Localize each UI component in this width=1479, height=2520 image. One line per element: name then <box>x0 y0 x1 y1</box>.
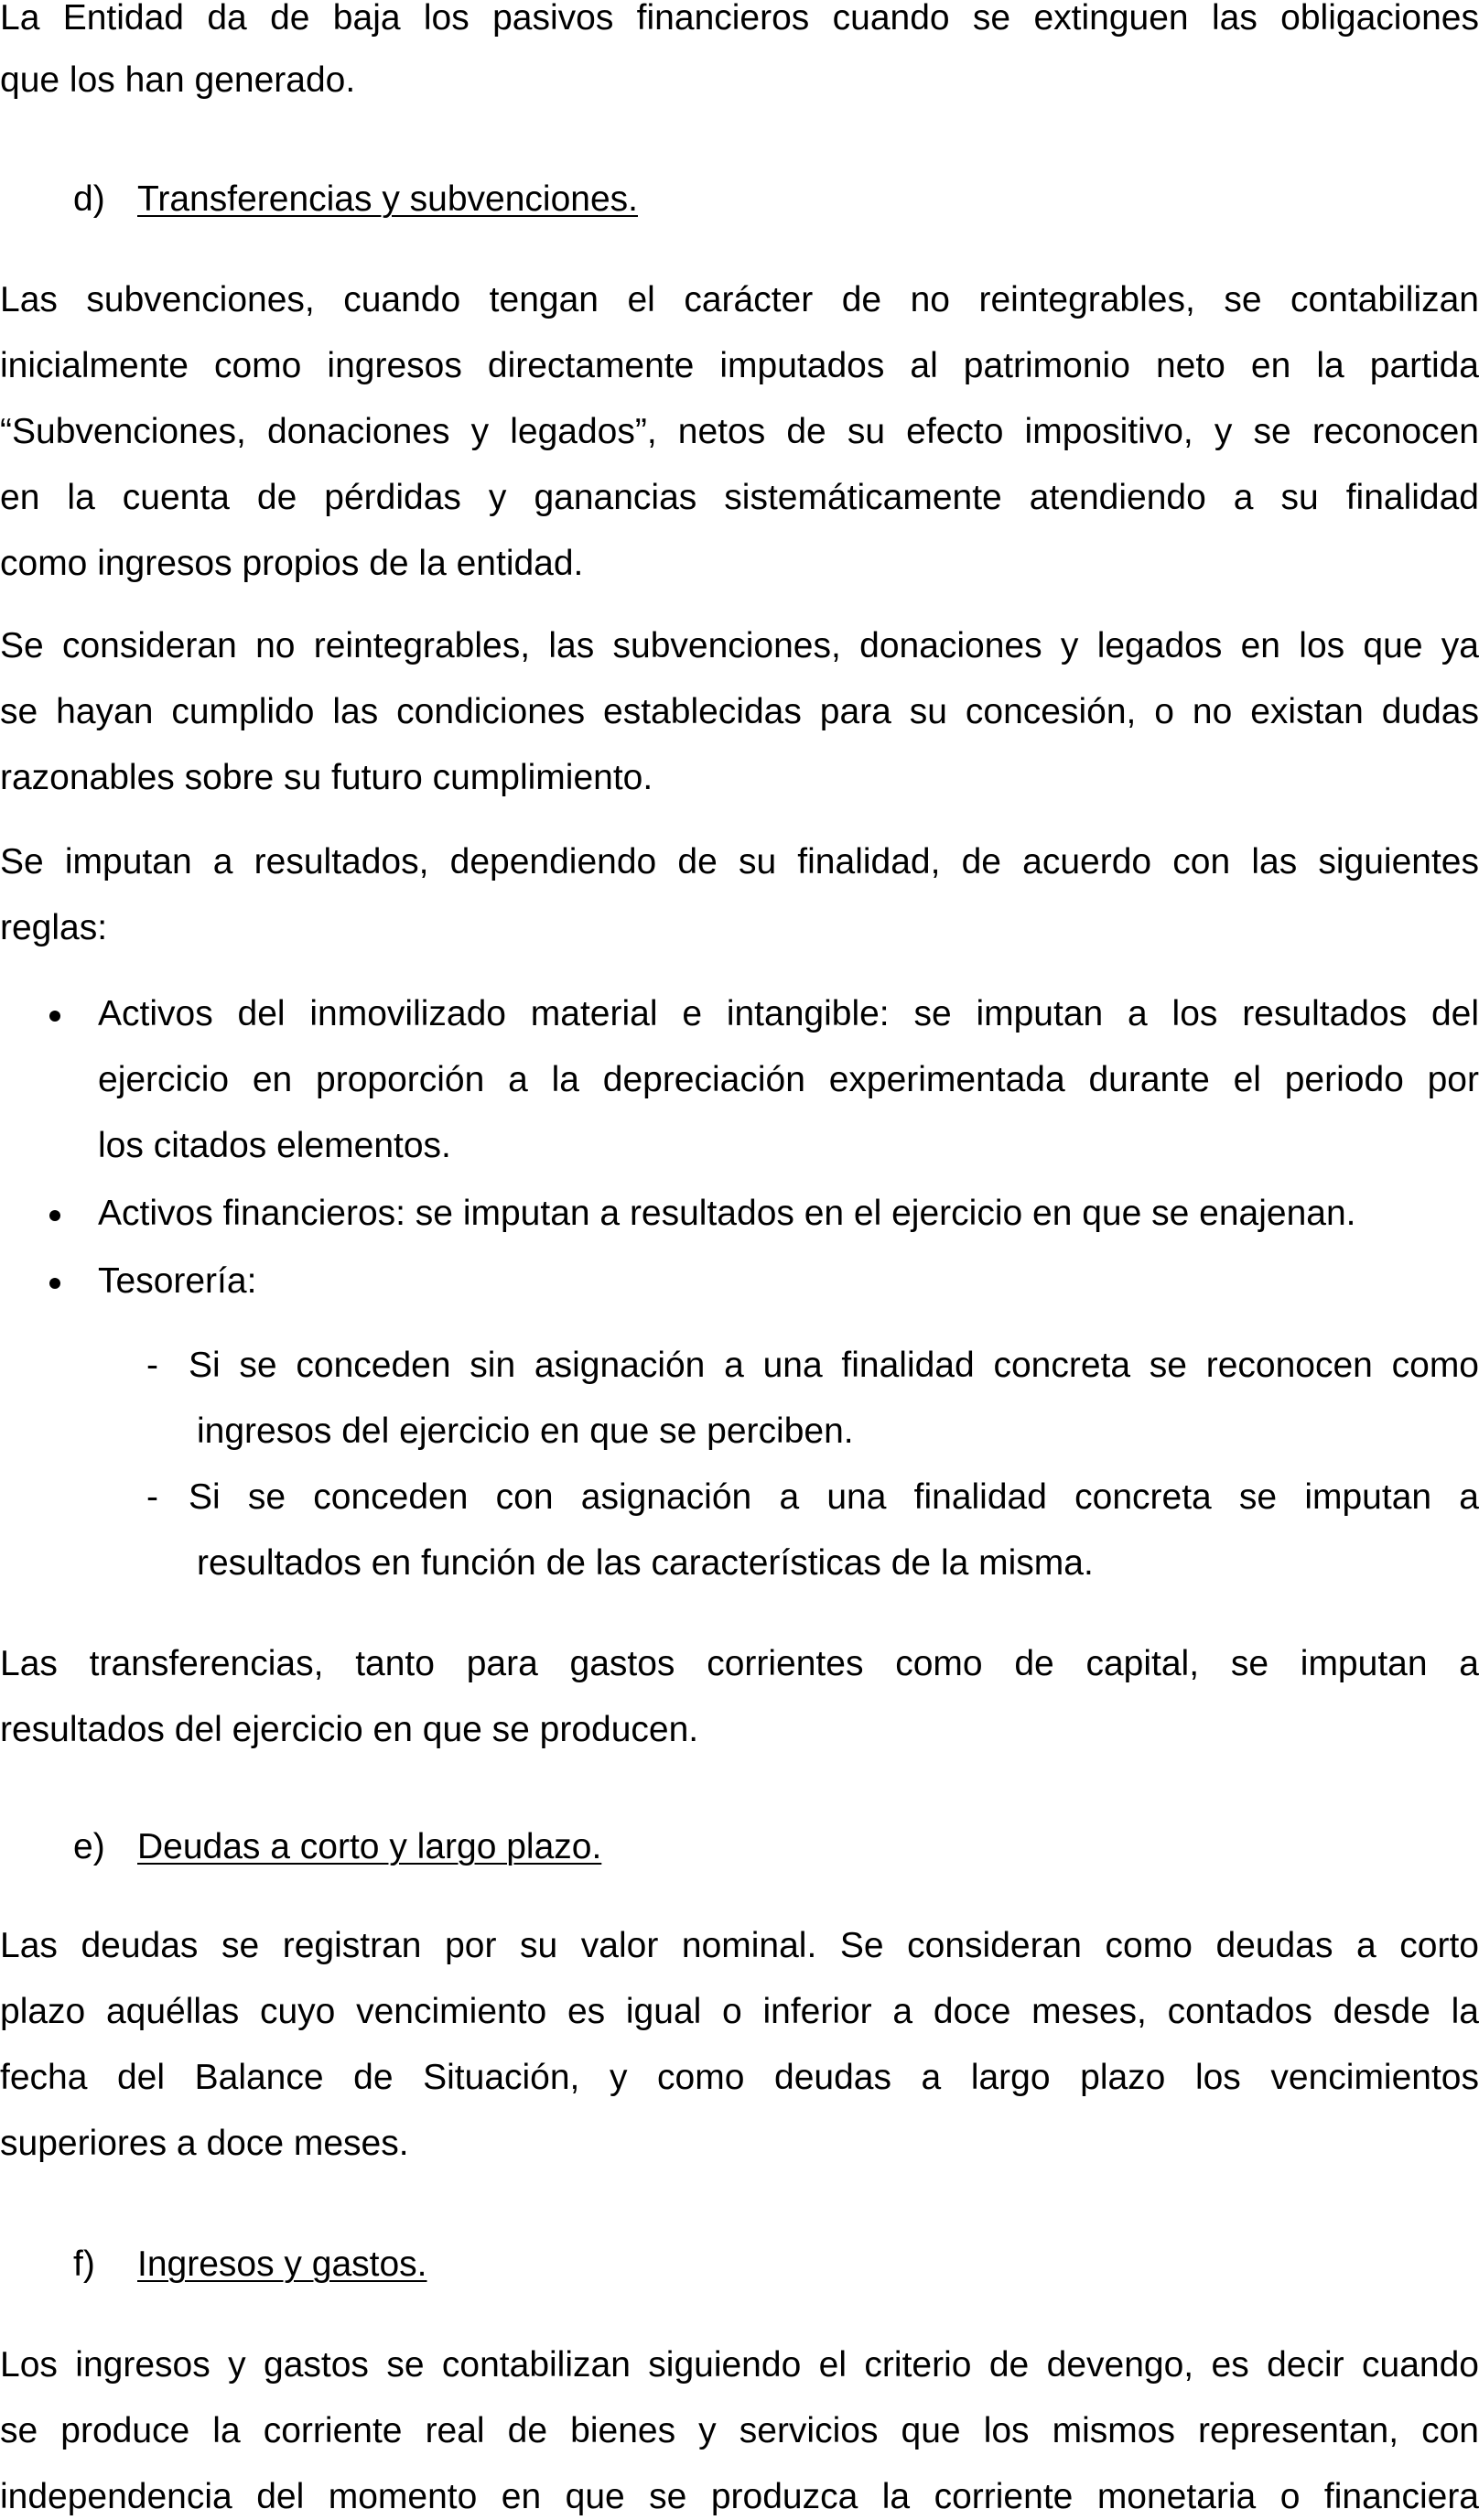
section-heading-d <box>73 178 638 222</box>
paragraph-line: inicialmente como ingresos directamente imputados al patrimonio neto en la partida <box>0 346 1479 385</box>
paragraph-line: razonables sobre su futuro cumplimiento. <box>0 758 653 797</box>
bullet-line: Activos financieros: se imputan a resultados en el ejercicio en que se enajenan. <box>98 1194 1356 1233</box>
paragraph-line: “Subvenciones, donaciones y legados”, netos de su efecto impositivo, y se reconocen <box>0 412 1479 451</box>
paragraph-line: como ingresos propios de la entidad. <box>0 544 584 583</box>
bullet-marker <box>48 992 66 1036</box>
dash-marker: - <box>146 1346 158 1385</box>
section-heading-f <box>73 2243 427 2287</box>
paragraph-line: independencia del momento en que se produzca la corriente monetaria o financiera <box>0 2477 1479 2516</box>
section-title: Deudas a corto y largo plazo. <box>137 1827 602 1866</box>
paragraph-line: Las subvenciones, cuando tengan el carácter de no reintegrables, se contabilizan <box>0 280 1479 319</box>
dash-item-line: Si se conceden con asignación a una finalidad concreta se imputan a <box>189 1477 1479 1517</box>
bullet-line: Tesorería: <box>98 1261 257 1301</box>
paragraph-line: reglas: <box>0 908 108 947</box>
paragraph-line: que los han generado. <box>0 60 356 100</box>
paragraph-line: en la cuenta de pérdidas y ganancias sistemáticamente atendiendo a su finalidad <box>0 478 1479 517</box>
bullet-line: Activos del inmovilizado material e intangible: se imputan a los resultados del <box>98 994 1479 1033</box>
section-letter: d) <box>73 179 105 219</box>
paragraph-line: superiores a doce meses. <box>0 2124 409 2163</box>
paragraph-line: fecha del Balance de Situación, y como deudas a largo plazo los vencimientos <box>0 2058 1479 2097</box>
bullet-marker <box>48 1260 66 1303</box>
section-title: Ingresos y gastos. <box>137 2244 427 2284</box>
paragraph-line: Se imputan a resultados, dependiendo de su finalidad, de acuerdo con las siguientes <box>0 842 1479 881</box>
paragraph-line: plazo aquéllas cuyo vencimiento es igual o inferior a doce meses, contados desde la <box>0 1992 1479 2031</box>
paragraph-line: Se consideran no reintegrables, las subvenciones, donaciones y legados en los que ya <box>0 626 1479 665</box>
section-heading-e <box>73 1825 601 1869</box>
paragraph-line: resultados del ejercicio en que se producen. <box>0 1710 699 1749</box>
bullet-line: ejercicio en proporción a la depreciación experimentada durante el periodo por <box>98 1060 1479 1099</box>
paragraph-line: se hayan cumplido las condiciones establecidas para su concesión, o no existan dudas <box>0 692 1479 731</box>
section-title: Transferencias y subvenciones. <box>137 179 638 219</box>
bullet-marker <box>48 1192 66 1236</box>
paragraph-line: Los ingresos y gastos se contabilizan siguiendo el criterio de devengo, es decir cuando <box>0 2345 1479 2385</box>
paragraph-line: La Entidad da de baja los pasivos financieros cuando se extinguen las obligaciones <box>0 0 1479 38</box>
dash-item-line: ingresos del ejercicio en que se perciben. <box>197 1411 854 1451</box>
paragraph-line: Las deudas se registran por su valor nominal. Se consideran como deudas a corto <box>0 1926 1479 1965</box>
section-letter: f) <box>73 2244 95 2284</box>
paragraph-line: se produce la corriente real de bienes y servicios que los mismos representan, con <box>0 2411 1479 2450</box>
section-letter: e) <box>73 1827 105 1866</box>
dash-item-line: resultados en función de las características de la misma. <box>197 1543 1094 1583</box>
dash-marker: - <box>146 1477 158 1517</box>
paragraph-line: Las transferencias, tanto para gastos corrientes como de capital, se imputan a <box>0 1644 1479 1683</box>
bullet-line: los citados elementos. <box>98 1126 451 1165</box>
dash-item-line: Si se conceden sin asignación a una finalidad concreta se reconocen como <box>189 1346 1479 1385</box>
